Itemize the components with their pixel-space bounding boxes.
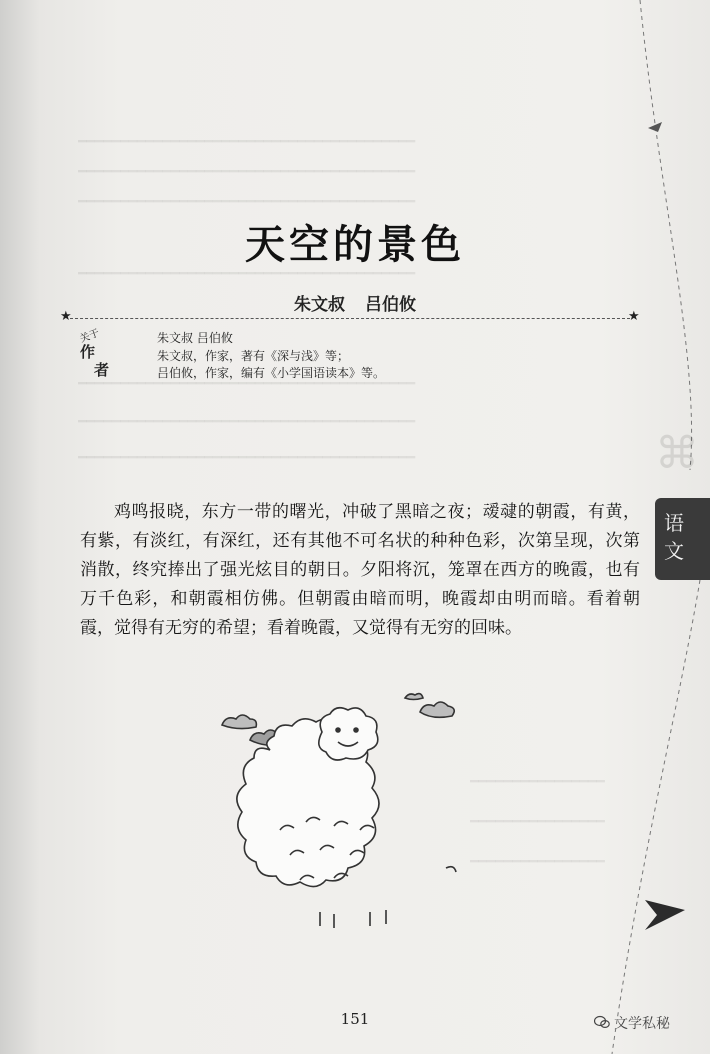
wechat-icon <box>594 1015 610 1033</box>
tab-char: 语 <box>664 511 684 535</box>
about-label-char: 作 <box>80 343 96 361</box>
about-tag: 关于 <box>78 327 102 346</box>
watermark <box>594 1013 670 1033</box>
star-icon: ★ <box>60 309 72 324</box>
about-author-label <box>78 327 110 379</box>
about-line: 朱文叔，作家，著有《深与浅》等； <box>157 348 350 363</box>
sheep-cloud-illustration <box>210 690 480 940</box>
divider <box>70 318 630 319</box>
section-tab-label <box>664 509 704 565</box>
tab-char: 文 <box>664 539 684 563</box>
authors: 朱文叔 吕伯攸 <box>294 295 416 315</box>
about-line: 吕伯攸，作家，编有《小学国语读本》等。 <box>157 366 386 380</box>
watermark-text: 文学私秘 <box>614 1016 670 1032</box>
star-icon: ★ <box>628 309 640 324</box>
about-author-text <box>157 330 385 383</box>
about-label-char: 者 <box>94 361 110 379</box>
body-paragraph: 鸡鸣报晓，东方一带的曙光，冲破了黑暗之夜；叆叇的朝霞，有黄，有紫，有淡红，有深红，还有其他不可名状的种种色彩，次第呈现，次第消散，终究捧出了强光炫目的朝日。夕阳将沉，笼罩在西方的晚霞，也有万千色彩，和朝霞相仿佛。但朝霞由暗而明，晚霞却由明而暗。看着朝霞，觉得有无穷的希望；看着晚霞，又觉得有无穷的回味。 <box>80 502 640 638</box>
about-line: 朱文叔 吕伯攸 <box>157 331 233 345</box>
page-title: 天空的景色 <box>245 221 465 268</box>
tab-shadow-glyph: ⌘ <box>655 428 699 479</box>
page-number: 151 <box>340 1010 370 1028</box>
